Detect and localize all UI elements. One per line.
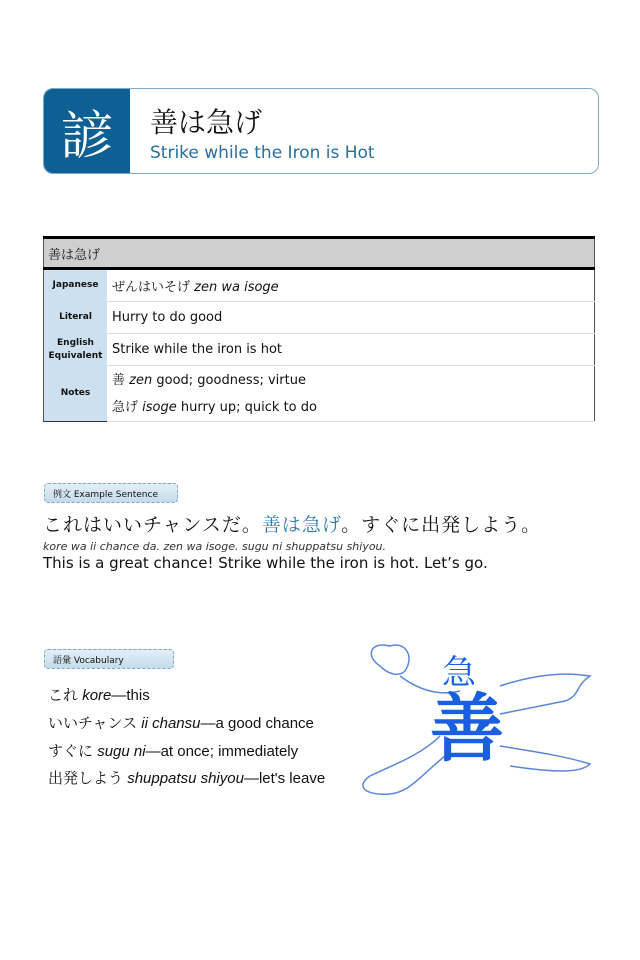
row-label: Literal (44, 302, 108, 334)
table-row (44, 366, 595, 422)
table-row (44, 269, 595, 302)
table-row (44, 302, 595, 334)
illustration-kanji-top: 急 (442, 653, 476, 693)
example-sentence-badge: 例文 Example Sentence (44, 483, 178, 503)
page-subtitle: Strike while the Iron is Hot (150, 143, 375, 163)
illustration-kanji-main: 善 (430, 686, 504, 772)
proverb-table (43, 236, 595, 422)
row-value (107, 269, 595, 302)
vocabulary-badge: 語彙 Vocabulary (44, 649, 174, 669)
note: 急げ isoge hurry up; quick to do (112, 399, 317, 415)
vocab-item: すぐに sugu ni—at once; immediately (48, 743, 299, 760)
proverb-header (43, 88, 599, 174)
running-kanji-illustration (350, 636, 600, 798)
row-value: Hurry to do good (107, 302, 595, 334)
romaji: zen wa isoge (194, 280, 279, 295)
row-value: Strike while the iron is hot (107, 334, 595, 366)
vocab-item: 出発しよう shuppatsu shiyou—let's leave (48, 770, 326, 787)
example-translation: This is a great chance! Strike while the iron is hot. Let’s go. (43, 554, 488, 572)
row-value (107, 366, 595, 422)
row-label: Japanese (44, 269, 108, 302)
table-heading: 善は急げ (44, 238, 595, 269)
page-title: 善は急げ (150, 106, 263, 139)
proverb-icon: 諺 (44, 89, 130, 173)
vocab-item: いいチャンス ii chansu—a good chance (48, 715, 314, 732)
kana: ぜんはいそげ (112, 280, 191, 295)
table-row (44, 334, 595, 366)
note: 善 zen good; goodness; virtue (112, 372, 306, 388)
example-romaji: kore wa ii chance da. zen wa isoge. sugu ni shuppatsu shiyou. (43, 540, 387, 553)
row-label: English Equivalent (44, 334, 108, 366)
example-sentence: これはいいチャンスだ。善は急げ。すぐに出発しよう。 (43, 514, 542, 536)
row-label: Notes (44, 366, 108, 422)
vocab-item: これ kore—this (48, 687, 150, 704)
